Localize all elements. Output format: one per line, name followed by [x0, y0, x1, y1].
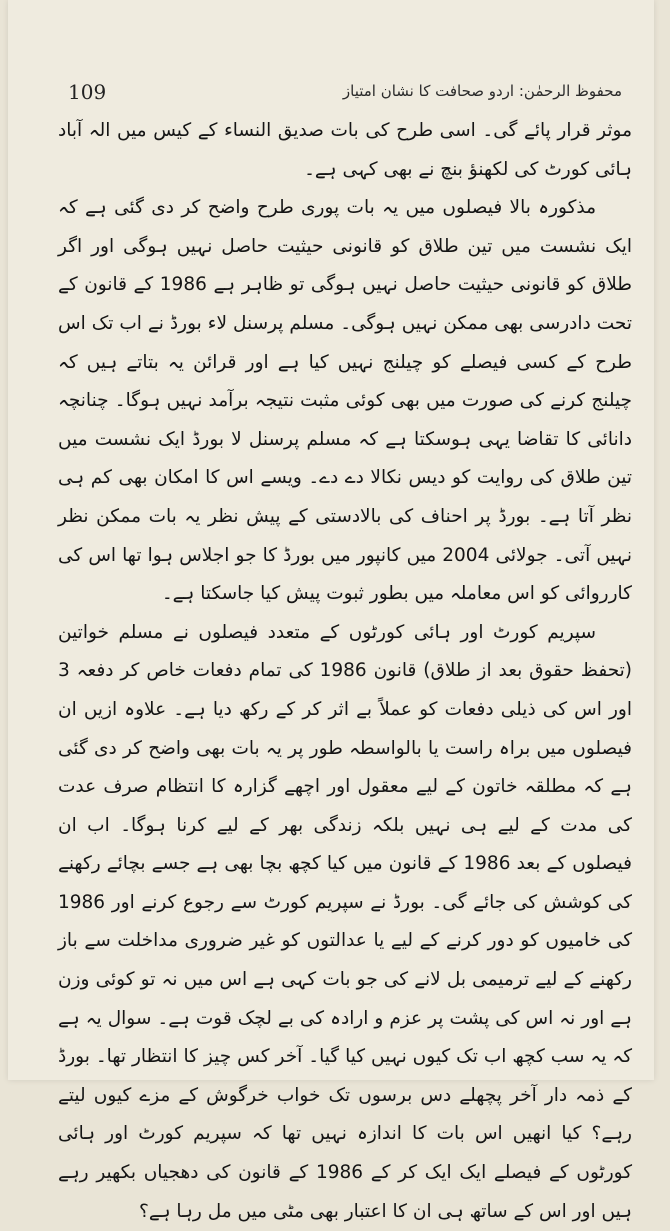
paragraph-1: موثر قرار پائے گی۔ اسی طرح کی بات صدیق النساء کے کیس میں الہ آباد ہائی کورٹ کی لکھنؤ بنچ نے بھی کہی ہے۔ [58, 120, 632, 180]
paragraph-3: سپریم کورٹ اور ہائی کورٹوں کے متعدد فیصلوں نے مسلم خواتین (تحفظ حقوق بعد از طلاق) قانون 1986 کی تمام دفعات خاص کر دفعہ 3 اور اس کی ذیلی دفعات کو عملاً بے اثر کر کے رکھ دیا ہے۔ علاوہ ازیں ان فیصلوں میں براہ راست یا بالواسطہ طور پر یہ بات بھی واضح کر دی گئی ہے کہ مطلقہ خاتون کے لیے معقول اور اچھے گزارہ کا انتظام صرف عدت کی مدت کے لیے ہی نہیں بلکہ زندگی بھر کے لیے کرنا ہوگا۔ اب ان فیصلوں کے بعد 1986 کے قانون میں کیا کچھ بچا بھی ہے جسے بچائے رکھنے کی کوشش کی جائے گی۔ بورڈ نے سپریم کورٹ سے رجوع کرنے اور 1986 کی خامیوں کو دور کرنے کے لیے یا عدالتوں کو غیر ضروری مداخلت سے باز رکھنے کے لیے ترمیمی بل لانے کی جو بات کہی ہے اس میں نہ تو کوئی وزن ہے اور نہ اس کی پشت پر عزم و ارادہ کی بے لچک قوت ہے۔ سوال یہ ہے کہ یہ سب کچھ اب تک کیوں نہیں کیا گیا۔ آخر کس چیز کا انتظار تھا۔ بورڈ کے ذمہ دار آخر پچھلے دس برسوں تک خواب خرگوش کے مزے کیوں لیتے رہے؟ کیا انھیں اس بات کا اندازہ نہیں تھا کہ سپریم کورٹ اور ہائی کورٹوں کے فیصلے ایک ایک کر کے 1986 کے قانون کی دھجیاں بکھیر رہے ہیں اور اس کے ساتھ ہی ان کا اعتبار بھی مٹی میں مل رہا ہے؟ [58, 621, 633, 1222]
page-number: 109 [68, 80, 107, 104]
paragraph-2: مذکورہ بالا فیصلوں میں یہ بات پوری طرح واضح کر دی گئی ہے کہ ایک نشست میں تین طلاق کو قانونی حیثیت حاصل نہیں ہوگی اور اگر طلاق کو قانونی حیثیت حاصل نہیں ہوگی تو ظاہر ہے 1986 کے قانون کے تحت دادرسی بھی ممکن نہیں ہوگی۔ مسلم پرسنل لاء بورڈ نے اب تک اس طرح کے کسی فیصلے کو چیلنج نہیں کیا ہے اور قرائن یہ بتاتے ہیں کہ چیلنج کرنے کی صورت میں بھی کوئی مثبت نتیجہ برآمد نہیں ہوگا۔ چنانچہ دانائی کا تقاضا یہی ہوسکتا ہے کہ مسلم پرسنل لا بورڈ ایک نشست میں تین طلاق کی روایت کو دیس نکالا دے دے۔ ویسے اس کا امکان بھی کم ہی نظر آتا ہے۔ بورڈ پر احناف کی بالادستی کے پیش نظر یہ بات ممکن نظر نہیں آتی۔ جولائی 2004 میں کانپور میں بورڈ کا جو اجلاس ہوا تھا اس کی کارروائی کو اس معاملہ میں بطور ثبوت پیش کیا جاسکتا ہے۔ [58, 197, 632, 605]
running-title: محفوظ الرحمٰن: اردو صحافت کا نشان امتیاز [342, 82, 622, 100]
book-page [8, 0, 654, 1222]
body-text [58, 112, 632, 1231]
page-header [8, 80, 654, 106]
